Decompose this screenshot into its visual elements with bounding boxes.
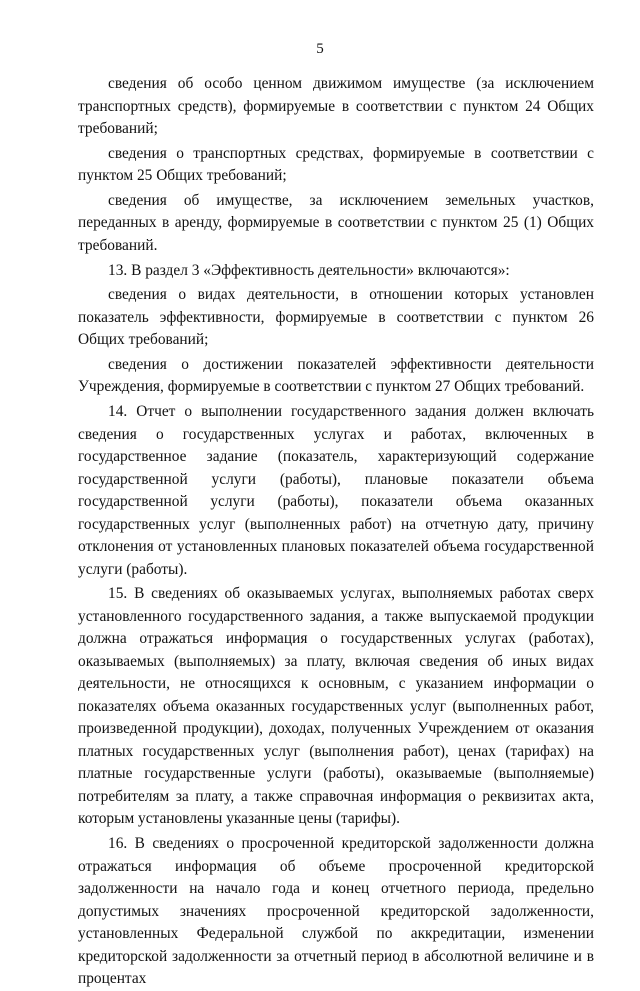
paragraph-item-14: 14. Отчет о выполнении государственного задания должен включать сведения о государственных услугах и работах, включенных в государственное задание (показатель, характеризующий содержание государственной услуги (работы), плановые показатели объема государственной услуги (работы), показатели объема оказанных государственных услуг (выполненных работ) на отчетную дату, причину отклонения от установленных плановых показателей объема государственной услуги (работы). xyxy=(78,403,594,578)
paragraph-item-16: 16. В сведениях о просроченной кредиторской задолженности должна отражаться информация об объеме просроченной кредиторской задолженности на начало года и конец отчетного периода, предельно допустимых значениях просроченной кредиторской задолженности, установленных Федеральной службой по аккредитации, изменении кредиторской задолженности за отчетный период в абсолютной величине и в процентах xyxy=(78,835,594,987)
paragraph-property-movable: сведения об особо ценном движимом имуществе (за исключением транспортных средств), формируемые в соответствии с пунктом 24 Общих требований; xyxy=(78,75,594,137)
paragraph-vehicles: сведения о транспортных средствах, формируемые в соответствии с пунктом 25 Общих требований; xyxy=(78,144,594,185)
paragraph-leased-property: сведения об имуществе, за исключением земельных участков, переданных в аренду, формируемые в соответствии с пунктом 25 (1) Общих требований. xyxy=(78,191,594,254)
document-body xyxy=(78,73,594,991)
page-number: 5 xyxy=(316,41,324,57)
paragraph-item-13: 13. В раздел 3 «Эффективность деятельности» включаются»: xyxy=(108,261,510,279)
paragraph-activity-types: сведения о видах деятельности, в отношении которых установлен показатель эффективности, формируемые в соответствии с пунктом 26 Общих требований; xyxy=(78,286,594,349)
paragraph-performance-indicators: сведения о достижении показателей эффективности деятельности Учреждения, формируемые в соответствии с пунктом 27 Общих требований. xyxy=(78,355,594,396)
paragraph-item-15: 15. В сведениях об оказываемых услугах, выполняемых работах сверх установленного государственного задания, а также выпускаемой продукции должна отражаться информация о государственных услугах (работах), оказываемых (выполняемых) за плату, включая сведения об иных видах деятельности, не относящихся к основным, с указанием информации о показателях объема оказанных государственных услуг (выполненных работ, произведенной продукции), доходах, полученных Учреждением от оказания платных государственных услуг (выполнения работ), ценах (тарифах) на платные государственные услуги (работы), оказываемые (выполняемые) потребителям за плату, а также справочная информация о реквизитах акта, которым установлены указанные цены (тарифы). xyxy=(78,585,594,828)
